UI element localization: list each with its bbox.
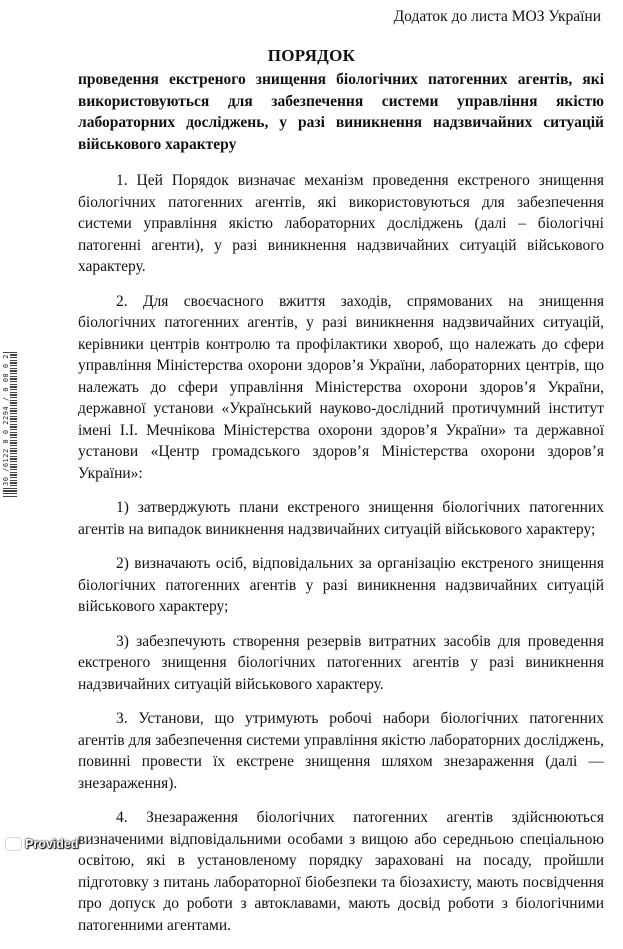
paragraph-2-item-2: 2) визначають осіб, відповідальних за організацію екстреного знищення біологічних патогенних агентів у разі виникнення надзвичайних ситуацій військового характеру; <box>78 555 604 615</box>
barcode-number: 30 /6122 0 0 2294 / 0 00 0 2 <box>2 354 10 487</box>
side-barcode <box>3 352 17 497</box>
addendum-note: Додаток до листа МОЗ України <box>393 8 601 25</box>
camera-icon <box>6 838 21 850</box>
document-subtitle: проведення екстреного знищення біологічних патогенних агентів, які використовуються для забезпечення системи управління якістю лабораторних досліджень, у разі виникнення надзвичайних ситуацій військового характеру <box>78 71 604 153</box>
watermark-label: Provided <box>25 837 79 851</box>
provided-watermark <box>6 837 79 851</box>
paragraph-1: 1. Цей Порядок визначає механізм проведення екстреного знищення біологічних патогенних агентів, які використовуються для забезпечення системи управління якістю лабораторних досліджень (далі – біологічні патогенні агенти), у разі виникнення надзвичайних ситуацій військового характеру. <box>78 172 604 275</box>
paragraph-2-item-1: 1) затверджують плани екстреного знищення біологічних патогенних агентів на випадок виникнення надзвичайних ситуацій військового характеру; <box>78 499 604 538</box>
document-body <box>78 170 604 949</box>
paragraph-2-item-3: 3) забезпечують створення резервів витратних засобів для проведення екстреного знищення біологічних патогенних агентів у разі виникнення надзвичайних ситуацій військового характеру. <box>78 632 604 693</box>
document-title: ПОРЯДОК <box>267 46 356 65</box>
paragraph-2: 2. Для своєчасного вжиття заходів, спрямованих на знищення біологічних патогенних агентів, у разі виникнення надзвичайних ситуацій, керівники центрів контролю та профілактики хвороб, що належать до сфери управління Міністерства охорони здоров’я України, лабораторних центрів, що належать до сфери управління Міністерства охорони здоров’я України, державної установи «Український науково-дослідний протичумний інститут імені І.І. Мечнікова Міністерства охорони здоров’я України» та державної установи «Центр громадського здоров’я Міністерства охорони здоров’я України»: <box>78 292 604 482</box>
paragraph-3: 3. Установи, що утримують робочі набори біологічних патогенних агентів для забезпечення системи управління якістю лабораторних досліджень, повинні провести їх екстрене знищення шляхом знезараження (далі — знезараження). <box>78 710 604 792</box>
paragraph-4: 4. Знезараження біологічних патогенних агентів здійснюються визначеними відповідальними особами з вищою або середньою спеціальною освітою, які в установленому порядку зараховані на посаду, пройшли підготовку з питань лабораторної біобезпеки та біозахисту, мають посвідчення про допуск до роботи з автоклавами, мають досвід роботи з біологічними патогенними агентами. <box>78 809 604 934</box>
